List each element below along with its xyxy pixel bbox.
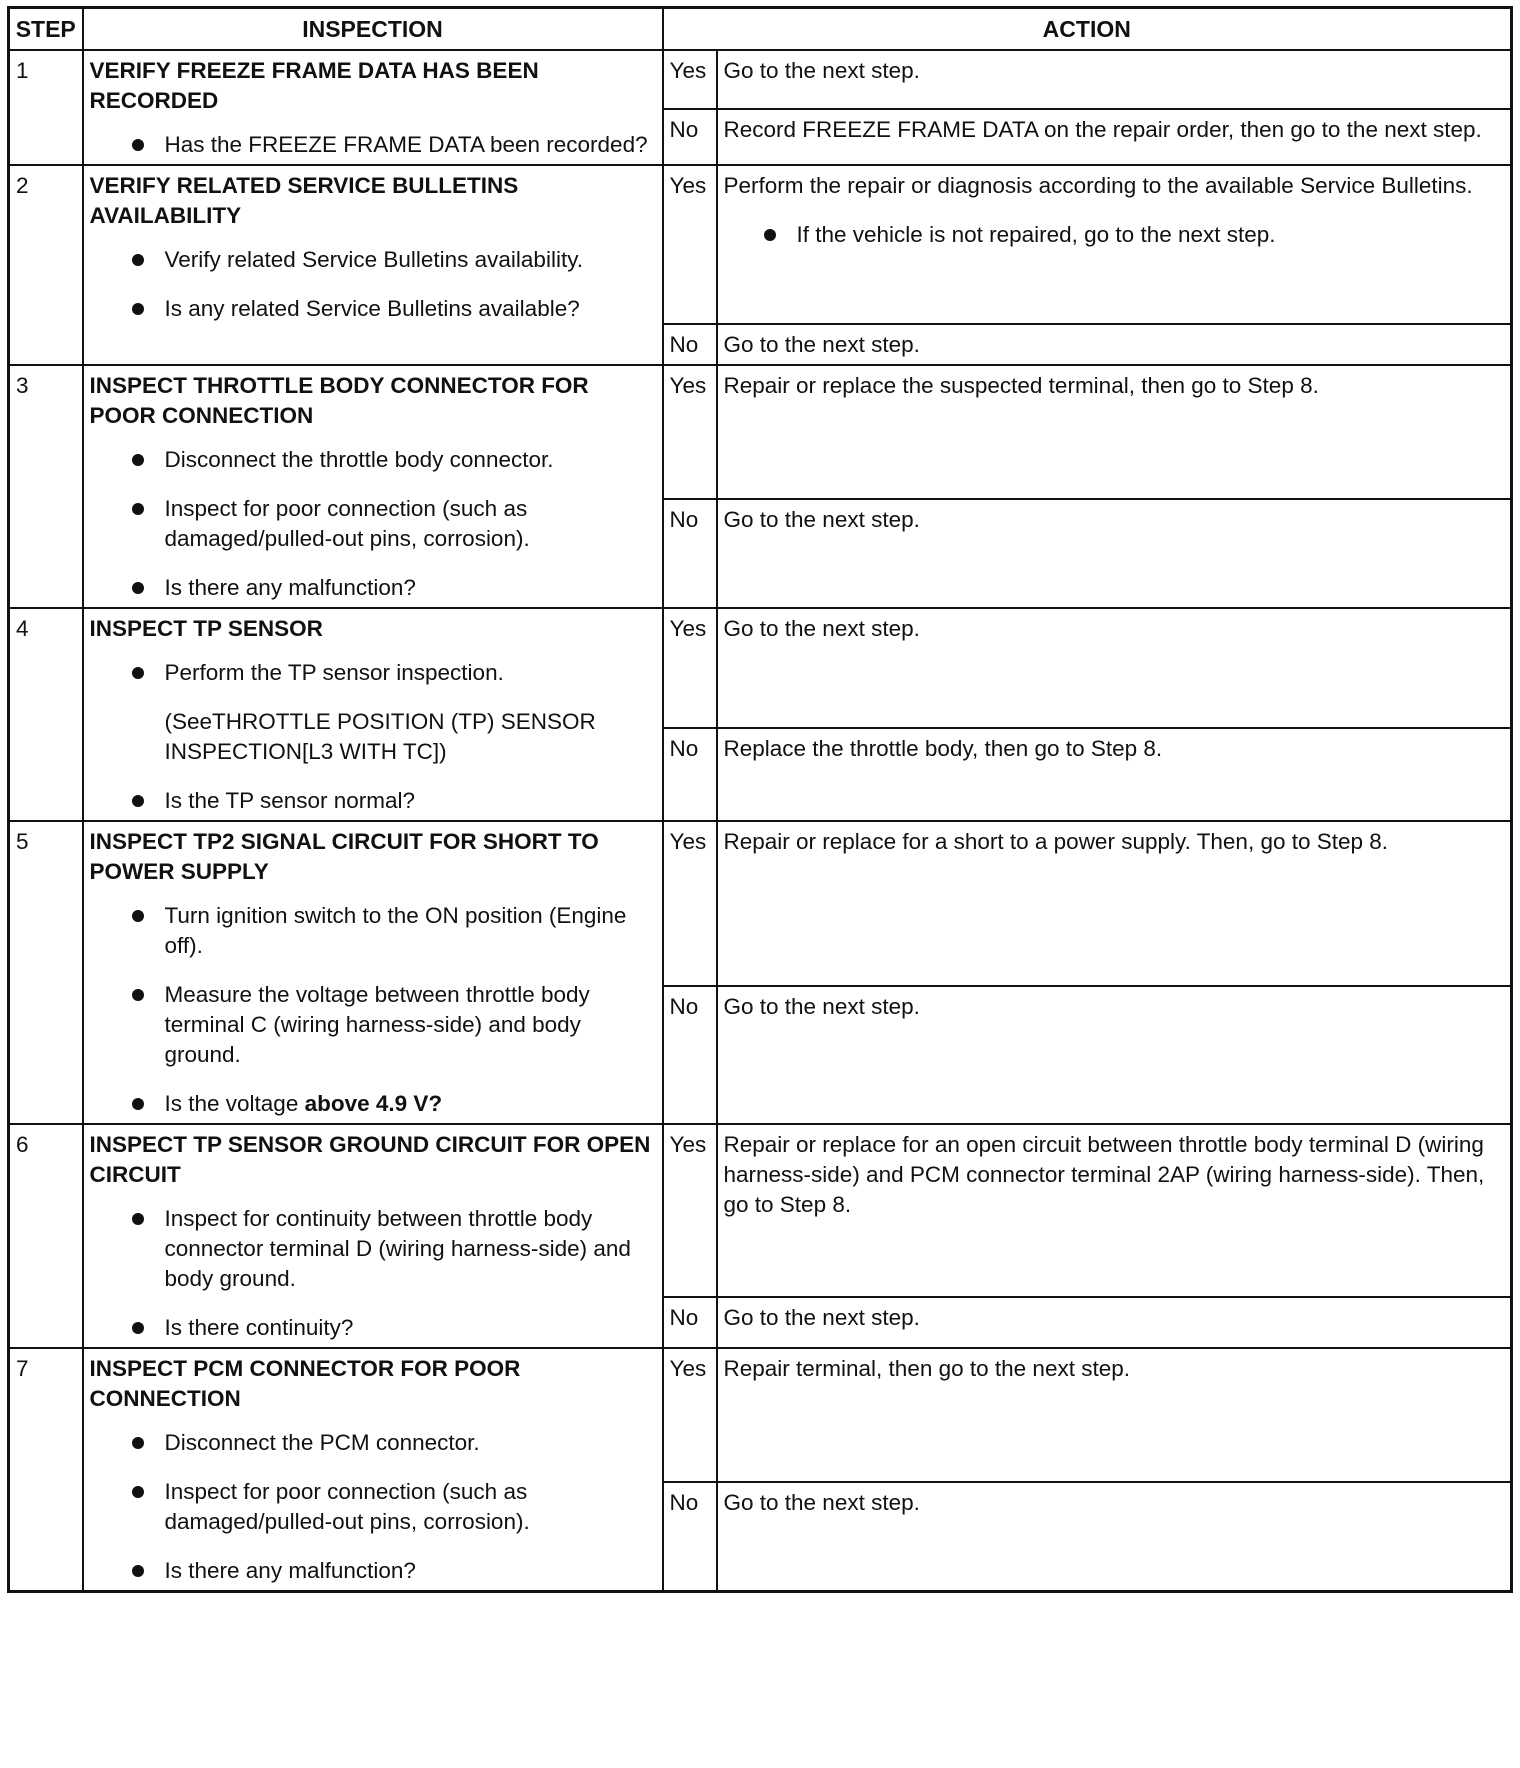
no-label: No — [663, 986, 717, 1124]
yes-action: Repair or replace for an open circuit between throttle body terminal D (wiring harness-side) and PCM connector terminal 2AP (wiring harness-side). Then, go to Step 8. — [717, 1124, 1512, 1297]
bullet-icon — [132, 1437, 144, 1449]
step-number: 6 — [9, 1124, 83, 1348]
no-label: No — [663, 728, 717, 821]
no-action: Record FREEZE FRAME DATA on the repair order, then go to the next step. — [717, 109, 1512, 165]
yes-label: Yes — [663, 165, 717, 324]
bullet-icon — [132, 1098, 144, 1110]
inspection-reference-note: (SeeTHROTTLE POSITION (TP) SENSOR INSPECTION[L3 WITH TC]) — [164, 709, 596, 764]
list-item: Verify related Service Bulletins availability. — [132, 245, 656, 275]
step-5-yes-row — [9, 821, 1512, 986]
bullet-icon — [764, 229, 776, 241]
list-item: Inspect for continuity between throttle body connector terminal D (wiring harness-side) and body ground. — [132, 1204, 656, 1294]
no-action: Go to the next step. — [717, 1297, 1512, 1348]
no-label: No — [663, 1297, 717, 1348]
no-action: Go to the next step. — [717, 499, 1512, 608]
no-action: Go to the next step. — [717, 324, 1512, 365]
bullet-icon — [132, 795, 144, 807]
yes-action: Perform the repair or diagnosis according to the available Service Bulletins. — [723, 173, 1473, 198]
list-item: Inspect for poor connection (such as damaged/pulled-out pins, corrosion). — [132, 1477, 656, 1537]
step-title: INSPECT TP SENSOR — [89, 616, 323, 641]
step-number: 7 — [9, 1348, 83, 1592]
bullet-icon — [132, 1213, 144, 1225]
list-item: Is there continuity? — [132, 1313, 656, 1343]
step-1-inspection — [83, 50, 663, 165]
step-title: INSPECT PCM CONNECTOR FOR POOR CONNECTION — [89, 1356, 521, 1411]
list-item: Disconnect the PCM connector. — [132, 1428, 656, 1458]
no-label: No — [663, 1482, 717, 1592]
step-2-inspection — [83, 165, 663, 365]
yes-action-cell — [717, 165, 1512, 324]
bullet-icon — [132, 1486, 144, 1498]
list-item: Is the voltage above 4.9 V? — [132, 1089, 656, 1119]
inspection-bullets — [90, 658, 656, 816]
yes-action: Repair or replace the suspected terminal, then go to Step 8. — [717, 365, 1512, 499]
yes-label: Yes — [663, 821, 717, 986]
step-title: INSPECT TP SENSOR GROUND CIRCUIT FOR OPEN CIRCUIT — [89, 1132, 651, 1187]
yes-label: Yes — [663, 1348, 717, 1482]
list-item: Disconnect the throttle body connector. — [132, 445, 656, 475]
step-number: 5 — [9, 821, 83, 1124]
list-item: Inspect for poor connection (such as damaged/pulled-out pins, corrosion). — [132, 494, 656, 554]
no-action: Replace the throttle body, then go to Step 8. — [717, 728, 1512, 821]
step-number: 1 — [9, 50, 83, 165]
step-title: VERIFY RELATED SERVICE BULLETINS AVAILABILITY — [89, 173, 519, 228]
list-item: Perform the TP sensor inspection. (SeeTHROTTLE POSITION (TP) SENSOR INSPECTION[L3 WITH TC]) — [132, 658, 656, 767]
inspection-bullets — [90, 1428, 656, 1586]
step-title: INSPECT TP2 SIGNAL CIRCUIT FOR SHORT TO POWER SUPPLY — [89, 829, 599, 884]
inspection-bullets — [90, 901, 656, 1119]
step-6-inspection — [83, 1124, 663, 1348]
bullet-icon — [132, 503, 144, 515]
step-6-yes-row — [9, 1124, 1512, 1297]
bullet-icon — [132, 254, 144, 266]
step-number: 4 — [9, 608, 83, 821]
yes-action: Repair or replace for a short to a power supply. Then, go to Step 8. — [717, 821, 1512, 986]
step-number: 2 — [9, 165, 83, 365]
voltage-threshold: above 4.9 V? — [304, 1091, 443, 1116]
step-title: INSPECT THROTTLE BODY CONNECTOR FOR POOR CONNECTION — [89, 373, 589, 428]
inspection-bullets — [90, 1204, 656, 1343]
bullet-icon — [132, 454, 144, 466]
yes-label: Yes — [663, 608, 717, 728]
step-4-inspection — [83, 608, 663, 821]
bullet-icon — [132, 1565, 144, 1577]
no-label: No — [663, 109, 717, 165]
no-action: Go to the next step. — [717, 1482, 1512, 1592]
step-column-header: STEP — [9, 8, 83, 51]
step-7-inspection — [83, 1348, 663, 1592]
action-column-header: ACTION — [663, 8, 1512, 51]
bullet-icon — [132, 910, 144, 922]
yes-action: Repair terminal, then go to the next step. — [717, 1348, 1512, 1482]
step-3-inspection — [83, 365, 663, 608]
list-item: Measure the voltage between throttle body terminal C (wiring harness-side) and body ground. — [132, 980, 656, 1070]
list-item: Turn ignition switch to the ON position (Engine off). — [132, 901, 656, 961]
step-2-yes-row — [9, 165, 1512, 324]
diagnostic-procedure-page — [7, 6, 1510, 1593]
list-item: Is there any malfunction? — [132, 1556, 656, 1586]
bullet-icon — [132, 582, 144, 594]
step-5-inspection — [83, 821, 663, 1124]
inspection-bullets — [90, 445, 656, 603]
yes-label: Yes — [663, 50, 717, 109]
step-number: 3 — [9, 365, 83, 608]
bullet-icon — [132, 989, 144, 1001]
yes-action: Go to the next step. — [717, 608, 1512, 728]
diagnostic-procedure-table — [7, 6, 1513, 1593]
step-7-yes-row — [9, 1348, 1512, 1482]
inspection-bullets — [90, 245, 656, 324]
table-header-row — [9, 8, 1512, 51]
inspection-bullets — [90, 130, 656, 160]
bullet-icon — [132, 667, 144, 679]
bullet-icon — [132, 303, 144, 315]
yes-label: Yes — [663, 1124, 717, 1297]
yes-action: Go to the next step. — [717, 50, 1512, 109]
step-4-yes-row — [9, 608, 1512, 728]
bullet-icon — [132, 139, 144, 151]
step-1-yes-row — [9, 50, 1512, 109]
list-item: Has the FREEZE FRAME DATA been recorded? — [132, 130, 656, 160]
step-3-yes-row — [9, 365, 1512, 499]
step-title: VERIFY FREEZE FRAME DATA HAS BEEN RECORDED — [89, 58, 539, 113]
list-item: If the vehicle is not repaired, go to the next step. — [764, 220, 1505, 250]
list-item: Is there any malfunction? — [132, 573, 656, 603]
list-item: Is any related Service Bulletins available? — [132, 294, 656, 324]
no-label: No — [663, 324, 717, 365]
yes-label: Yes — [663, 365, 717, 499]
no-action: Go to the next step. — [717, 986, 1512, 1124]
inspection-column-header: INSPECTION — [83, 8, 663, 51]
bullet-icon — [132, 1322, 144, 1334]
list-item: Is the TP sensor normal? — [132, 786, 656, 816]
no-label: No — [663, 499, 717, 608]
action-bullets — [724, 220, 1505, 250]
